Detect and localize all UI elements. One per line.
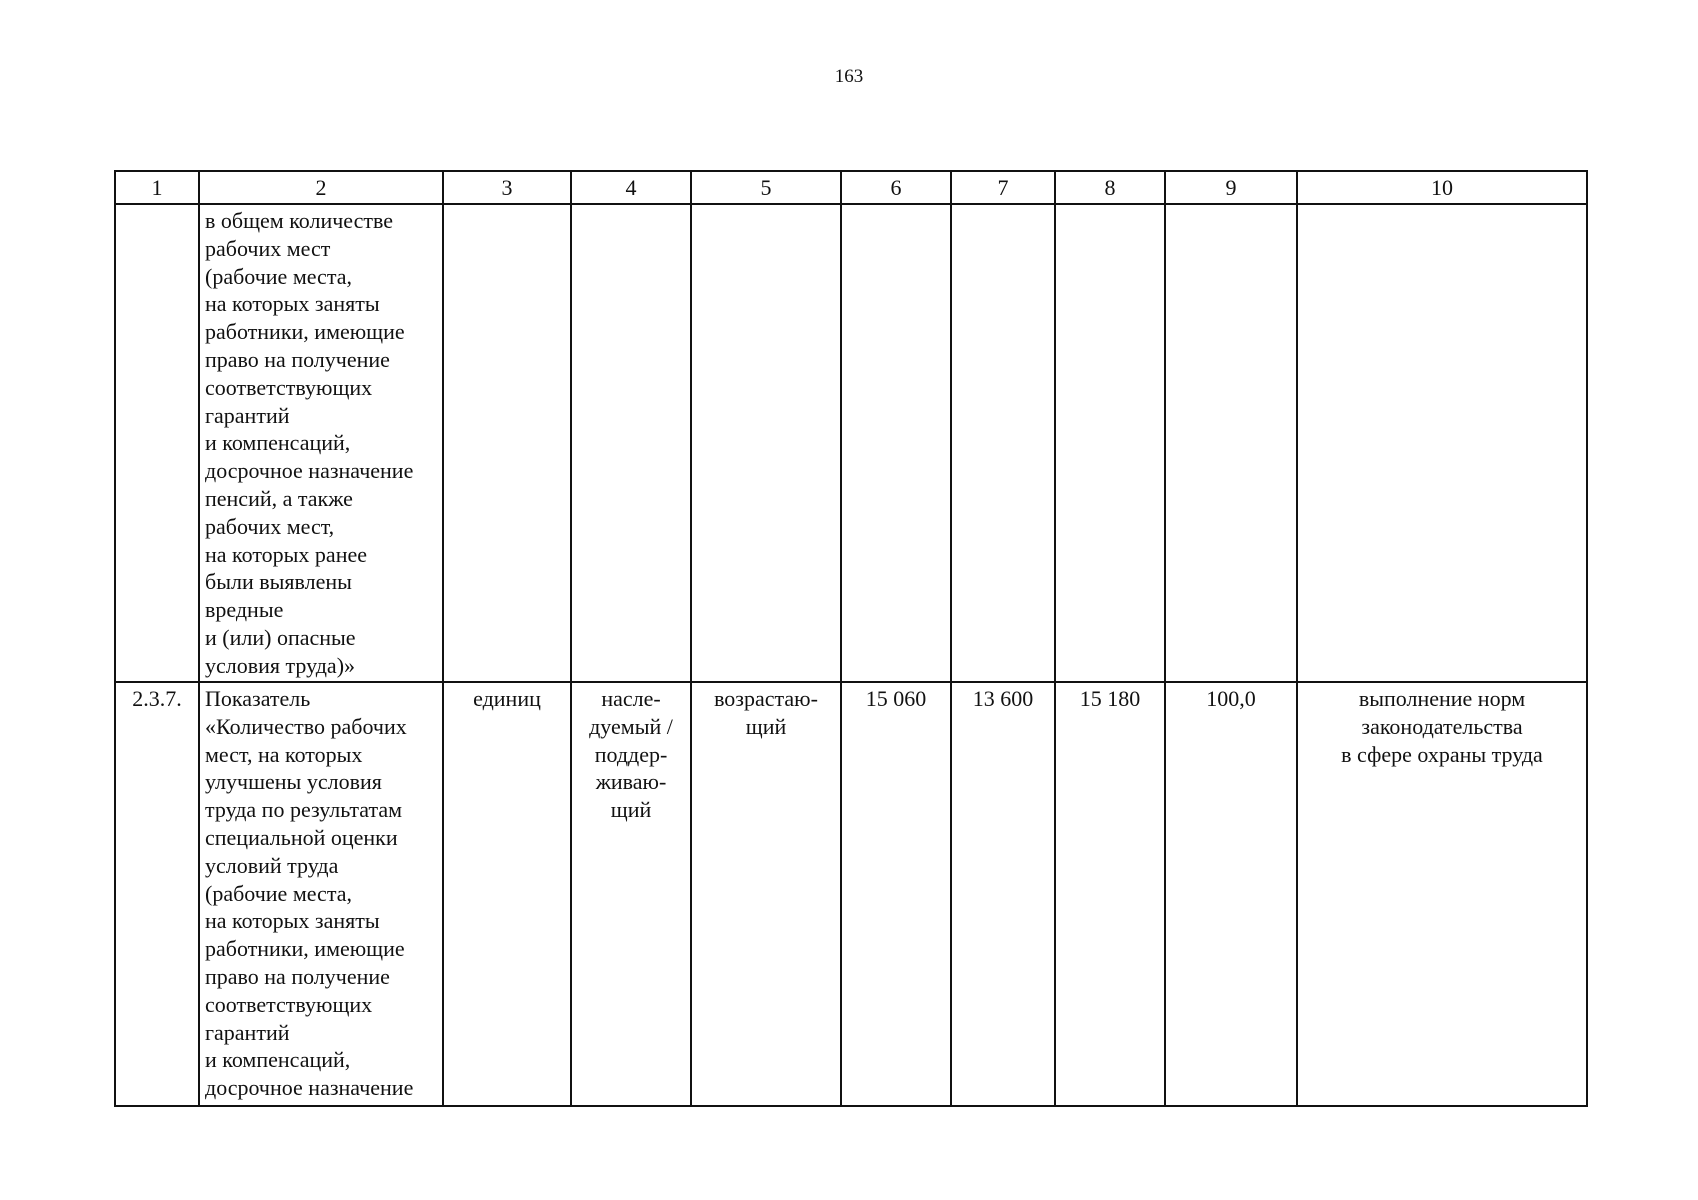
column-header: 6 [841, 171, 951, 204]
value-cell-6: 15 060 [841, 682, 951, 1106]
unit-cell: единиц [443, 682, 571, 1106]
value-cell-9: 100,0 [1165, 682, 1297, 1106]
page-number: 163 [834, 66, 864, 87]
indicator-name-cell: в общем количестве рабочих мест (рабочие места, на которых заняты работники, имеющие право на получение соответствующих гарантий и компенсаций, досрочное назначение пенсий, а также рабочих мест, на которых ранее были выявлены вредные и (или) опасные условия труда)» [199, 204, 443, 682]
value-cell-7: 13 600 [951, 682, 1055, 1106]
column-header: 7 [951, 171, 1055, 204]
table-header-row [115, 171, 1587, 204]
column-header: 10 [1297, 171, 1587, 204]
column-header: 2 [199, 171, 443, 204]
column-header: 4 [571, 171, 691, 204]
column-header: 9 [1165, 171, 1297, 204]
type-cell: насле- дуемый / поддер- живаю- щий [571, 682, 691, 1106]
value-cell-7 [951, 204, 1055, 682]
indicator-name-cell: Показатель «Количество рабочих мест, на которых улучшены условия труда по результатам специальной оценки условий труда (рабочие места, на которых заняты работники, имеющие право на получение соответствующих гарантий и компенсаций, досрочное назначение [199, 682, 443, 1106]
trend-cell [691, 204, 841, 682]
type-cell [571, 204, 691, 682]
column-header: 8 [1055, 171, 1165, 204]
value-cell-6 [841, 204, 951, 682]
table-row [115, 204, 1587, 682]
value-cell-8 [1055, 204, 1165, 682]
table-row [115, 682, 1587, 1106]
trend-cell: возрастаю- щий [691, 682, 841, 1106]
column-header: 1 [115, 171, 199, 204]
comment-cell: выполнение норм законодательства в сфере охраны труда [1297, 682, 1587, 1106]
column-header: 3 [443, 171, 571, 204]
value-cell-8: 15 180 [1055, 682, 1165, 1106]
comment-cell [1297, 204, 1587, 682]
value-cell-9 [1165, 204, 1297, 682]
row-number-cell: 2.3.7. [115, 682, 199, 1106]
unit-cell [443, 204, 571, 682]
data-table [114, 170, 1588, 1107]
column-header: 5 [691, 171, 841, 204]
row-number-cell [115, 204, 199, 682]
